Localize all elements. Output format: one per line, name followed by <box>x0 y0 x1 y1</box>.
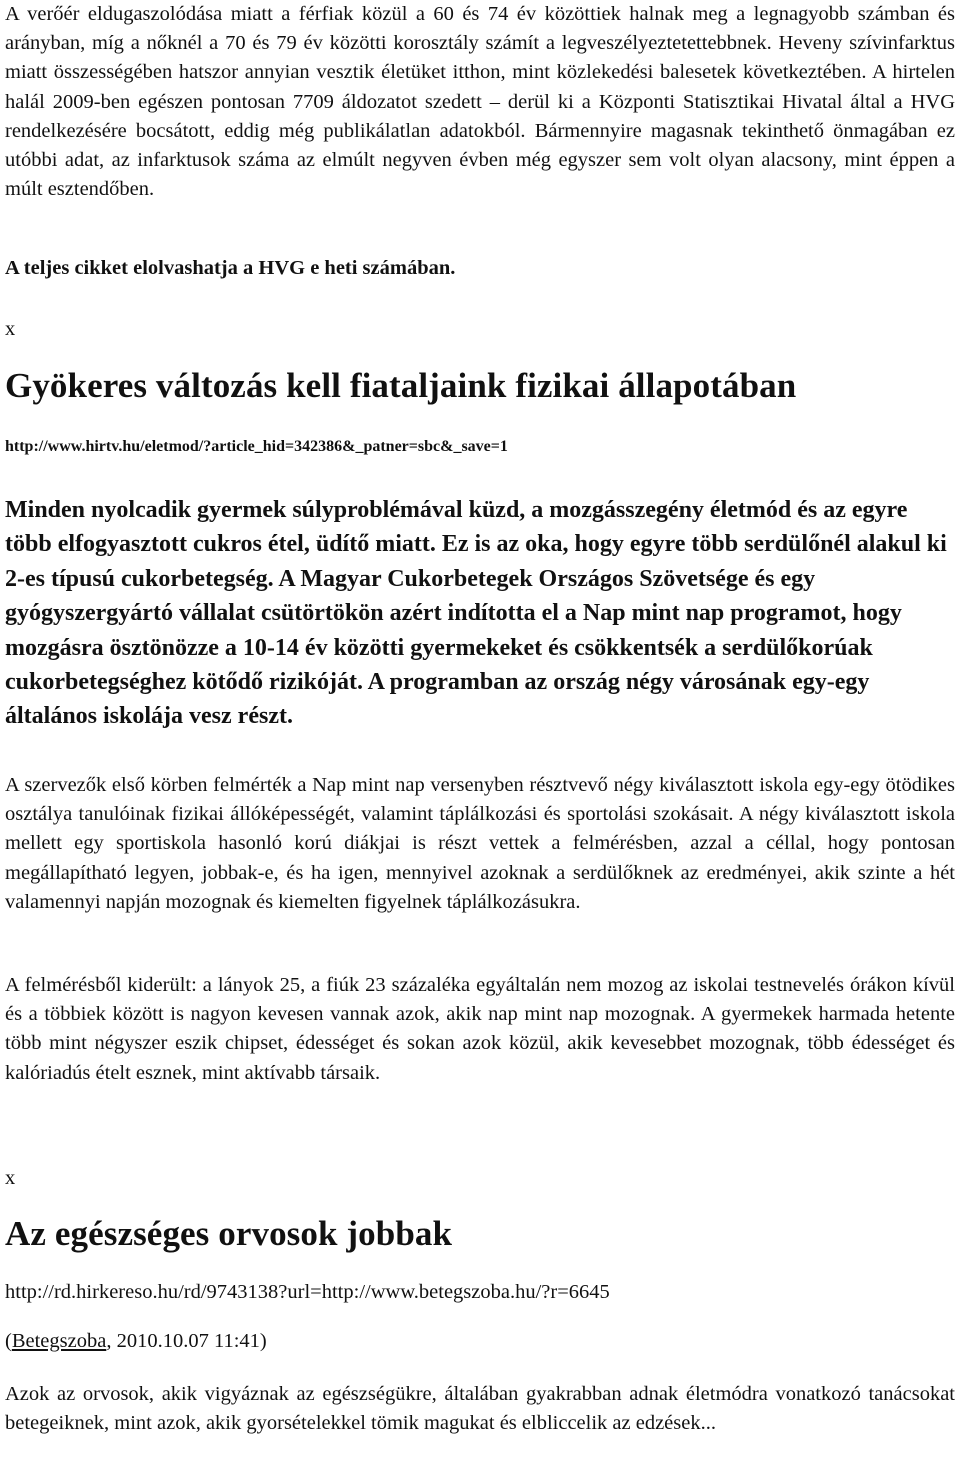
hvg-full-article-note: A teljes cikket elolvashatja a HVG e heti számában. <box>5 257 456 279</box>
separator-x: x <box>5 318 16 340</box>
article-title: Az egészséges orvosok jobbak <box>5 1214 453 1253</box>
article-paragraph: A szervezők első körben felmérték a Nap mint nap versenyben résztvevő négy kiválasztott iskola egy-egy ötödikes osztálya tanulóinak fizikai állóképességét, valamint táplálkozási és sportolási szokásait. A négy kiválasztott iskola mellett egy sportiskola hasonló korú diákjai is részt vettek a felmérésben, azzal a céllal, hogy pontosan megállapítható legyen, jobbak-e, és ha igen, mennyivel azoknak a serdülőknek az eredményei, akik szinte a hét valamennyi napján mozognak és kiemelten figyelnek táplálkozásukra. <box>5 774 955 913</box>
article-paragraph: A felmérésből kiderült: a lányok 25, a fiúk 23 százaléka egyáltalán nem mozog az iskolai testnevelés órákon kívül és a többiek között is nagyon kevesen vannak azok, akik nap mint nap mozognak. A gyermekek harmada hetente több mint négyszer eszik chipset, édességet és sokan azok közül, akik kevesebbet mozognak, több édességet és kalóriadús ételt esznek, mint aktívabb társaik. <box>5 974 955 1084</box>
source-link[interactable]: Betegszoba <box>11 1330 107 1352</box>
article-paragraph: A verőér eldugaszolódása miatt a férfiak közül a 60 és 74 év közöttiek halnak meg a legnagyobb számban és arányban, míg a nőknél a 70 és 79 év közötti korosztály számít a legveszélyeztetettebbnek. Heveny szívinfarktus miatt összességében hatszor annyian vesztik életüket itthon, mint közlekedési balesetek következtében. A hirtelen halál 2009-ben egészen pontosan 7709 áldozatot szedett – derül ki a Központi Statisztikai Hivatal által a HVG rendelkezésére bocsátott, eddig még publikálatlan adatokból. Bármennyire magasnak tekinthető önmagában ez utóbbi adat, az infarktusok száma az elmúlt negyven évben még egyszer sem volt olyan alacsony, mint éppen a múlt esztendőben. <box>5 3 955 201</box>
article-title: Gyökeres változás kell fiataljaink fizikai állapotában <box>5 366 797 405</box>
separator-x: x <box>5 1167 16 1189</box>
article-url[interactable]: http://rd.hirkereso.hu/rd/9743138?url=http://www.betegszoba.hu/?r=6645 <box>5 1281 610 1303</box>
article-lead: Minden nyolcadik gyermek súlyproblémával küzd, a mozgásszegény életmód és az egyre több elfogyasztott cukros étel, üdítő miatt. Ez is az oka, hogy egyre több serdülőnél alakul ki 2-es típusú cukorbetegség. A Magyar Cukorbetegek Országos Szövetsége és egy gyógyszergyártó vállalat csütörtökön azért indította el a Nap mint nap programot, hogy mozgásra ösztönözze a 10-14 év közötti gyermekeket és csökkentsék a serdülőkorúak cukorbetegséghez kötődő rizikóját. A programban az ország négy városának egy-egy általános iskolája vesz részt. <box>5 497 947 730</box>
article-url[interactable]: http://www.hirtv.hu/eletmod/?article_hid=342386&_patner=sbc&_save=1 <box>5 438 508 455</box>
article-paragraph: Azok az orvosok, akik vigyáznak az egészségükre, általában gyakrabban adnak életmódra vonatkozó tanácsokat betegeiknek, mint azok, akik gyorsételekkel tömik magukat és elbliccelik az edzések... <box>5 1383 955 1435</box>
source-paren-open: ( <box>5 1330 12 1352</box>
article-source <box>5 1330 267 1353</box>
source-date: , 2010.10.07 11:41) <box>106 1330 267 1352</box>
